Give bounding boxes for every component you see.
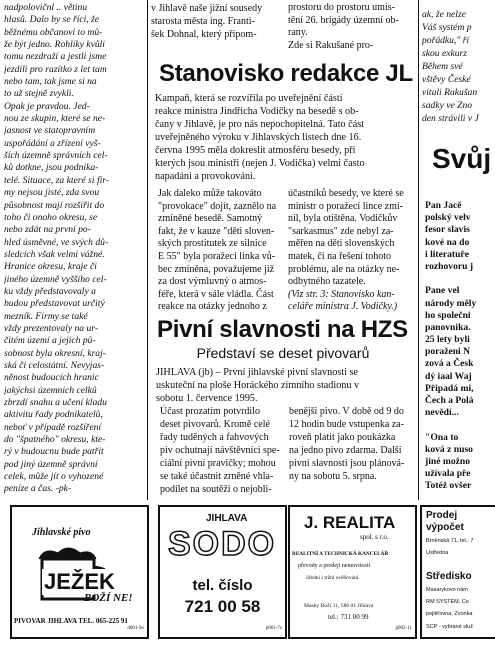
text-line: se také účastnit zrněné vhla- <box>160 471 274 482</box>
text-line: problému, ale na otázky ne- <box>288 263 400 275</box>
text-line: Hranice okresu, kraje či <box>4 261 97 273</box>
text-line: kové na do <box>425 236 470 248</box>
text-line: tomu nezdraží a jestli jsme <box>4 51 107 63</box>
text-line: řady tuděných a fahvových <box>160 432 269 443</box>
text-line: ak, že nelze <box>422 9 466 20</box>
ad-prodej-text <box>426 510 473 633</box>
text-line: 12 hodin bude vstupenka za- <box>289 419 404 430</box>
text-line: pořádku," ří <box>422 35 470 46</box>
text-line: hlasů. Dalo by se říci, že <box>4 14 100 26</box>
ad-text-line: pojišťovna, Zvonka <box>426 611 473 618</box>
right-column-heading: Svůj <box>432 143 492 174</box>
stanovisko-lead <box>155 92 417 184</box>
text-line: Pane vel <box>425 285 460 297</box>
ad-realita-line2: převody a prodeji nemovitostí <box>298 563 371 569</box>
text-line: benějši pivo. V době od 9 do <box>289 406 404 417</box>
text-line: nebo zdát na první po- <box>4 224 91 236</box>
left-column-article <box>4 2 146 502</box>
text-line: za dost výmluvný o atmos- <box>158 276 267 288</box>
stanovisko-right-col <box>288 188 416 316</box>
text-line: zbrzdí snahu a učení kladu <box>4 397 107 408</box>
text-line: fesor slavis <box>425 224 470 236</box>
text-line: ších územně správních cel- <box>4 150 108 162</box>
ad-sodo[interactable] <box>158 505 287 639</box>
text-line <box>425 419 495 431</box>
text-line <box>425 273 495 285</box>
text-line: "Ona to <box>425 431 459 443</box>
text-line: sadky ve Zno <box>422 100 473 111</box>
text-line: pivní slavnosti jsou plánová- <box>289 458 405 469</box>
text-line: i literatuře <box>425 248 469 260</box>
text-line: Účast prozatím potvrdilo <box>160 406 260 417</box>
text-line: v Jihlavě naše jižní sousedy <box>151 3 263 14</box>
text-line: užívala pře <box>425 468 471 480</box>
text-line: (Viz str. 3: Stanovisko kan- <box>288 288 395 300</box>
text-line: telé. Situace, za které si fir- <box>4 174 110 186</box>
ad-sodo-code: p001-7s <box>265 626 282 631</box>
ad-realita-phone: tel.: 731 00 99 <box>328 613 369 621</box>
text-line: Čech a Polá <box>425 395 474 406</box>
text-line: kterých jsou ministři (nejen J. Vodička) velmi často <box>155 158 365 169</box>
text-line: vitali Rakušan <box>422 87 478 98</box>
text-line: rozhovoru j <box>425 260 474 272</box>
text-line: "sarkasmus" zde nebyl za- <box>288 225 394 237</box>
text-line: sobotu 1. července 1995. <box>156 393 258 404</box>
text-line: na jedno pivo zdarma. Další <box>289 445 402 456</box>
stanovisko-left-col <box>158 188 285 316</box>
text-line: ku vždy představovaly a <box>4 285 96 297</box>
text-line: Připadá mi, <box>425 382 474 394</box>
text-line: jiného územně vyššího cel- <box>4 273 107 285</box>
ad-sodo-phone: 721 00 58 <box>184 597 261 616</box>
ad-text-line: SCP - vybrané služ <box>426 623 473 630</box>
text-line: ny na sobotu 5. srpna. <box>289 471 377 482</box>
text-line: skou exkurz <box>422 48 468 59</box>
text-line: ciální pivní pravičky; mohou <box>160 458 276 469</box>
text-line: reakce ministra Jindřicha Vodičky na besedě s ob- <box>155 106 359 117</box>
stanovisko-title: Stanovisko redakce JL <box>159 60 413 87</box>
text-line: Pan Jacě <box>425 200 462 211</box>
text-line: účastníků besedy, ve které se <box>288 188 404 199</box>
ad-realita-brand: J. REALITA <box>304 513 396 532</box>
top-middle-right <box>288 2 416 54</box>
text-line: Totéž ovšer <box>425 480 472 492</box>
text-line: peníze a čas. -pk- <box>4 483 72 495</box>
text-line: nevědí... <box>425 407 459 419</box>
text-line: nebo tam, tak jsme si na <box>4 76 97 88</box>
text-line: odbytného tazatele. <box>288 276 366 288</box>
ad-jezek-footer: PIVOVAR JIHLAVA TEL. 065-225 91 <box>14 617 128 625</box>
text-line: ministr o poražecí lince zmí- <box>288 200 403 212</box>
text-line: den strávili v J <box>422 113 479 124</box>
text-line: vždy prezentovaly na ur- <box>4 322 99 334</box>
text-line: rý v budoucnu bude patřit <box>4 446 104 458</box>
text-line: polský velv <box>425 212 471 224</box>
pivni-title: Pivní slavnosti na HZS <box>157 316 408 343</box>
text-line: 25 lety byli <box>425 334 470 346</box>
text-line: napadáni a provokováni. <box>155 171 256 182</box>
text-line: "provokace" dojít, zaznělo na <box>158 200 277 212</box>
text-line: ských prostitutek ze silnice <box>158 238 267 250</box>
right-column-body <box>425 200 495 500</box>
text-line: dý iaal Waj <box>425 370 472 382</box>
text-line: mezník. Firmy se také <box>4 310 88 322</box>
ad-sodo-brand: SODO <box>168 525 277 563</box>
text-line: JIHLAVA (jb) – První jihlavské pivní slavnosti se <box>156 367 358 378</box>
pivni-left-col <box>160 405 285 500</box>
text-line: jasnost ve statopravním <box>4 125 96 137</box>
text-line: Kampaň, která se rozvířila po uveřejnění části <box>155 93 343 104</box>
ad-realita-sub: spol. s r.o. <box>360 533 389 541</box>
text-line: uspořádání a zřízení vyš- <box>4 137 101 149</box>
text-line: rany. <box>288 27 308 38</box>
ad-prodej[interactable] <box>420 505 495 639</box>
text-line: června 1995 měla dokreslit atmosféru besedy, při <box>155 145 356 156</box>
ad-jezek[interactable] <box>10 505 149 639</box>
right-top-text <box>422 8 495 133</box>
text-line: čany v Jihlavě, je pro nás nepochopitelná. Tato část <box>155 119 365 130</box>
ad-jezek-brand: JEŽEK <box>44 569 115 594</box>
text-line: běžnému občanovi to mů- <box>4 26 103 38</box>
ad-text-line: Středisko <box>426 571 472 583</box>
text-line: celáře ministra J. Vodičky.) <box>288 301 398 313</box>
ad-realita-code: p002-11 <box>395 626 412 631</box>
ad-text-line: RM SYSTÉM, Ce <box>426 599 469 606</box>
text-line: celek, může jít o vyhozené <box>4 471 104 483</box>
text-line: něnost budoucích hranic <box>4 372 99 384</box>
text-line: budou představovat určitý <box>4 298 105 310</box>
text-line: nil, byla otištěna. Vodičkův <box>288 213 398 225</box>
text-line: piv ochutnají návštěvníci spe- <box>160 445 280 456</box>
text-line: sobnost byla okresní, kraj- <box>4 347 106 359</box>
text-line: E 55" byla poražeci linka vů- <box>158 250 276 262</box>
text-line: Zde si Rakušané pro- <box>288 39 374 51</box>
text-line: měřen na děti slovenských <box>288 238 395 250</box>
text-line: podílet na soutěži o nejobli- <box>160 484 272 495</box>
text-line: do "špatného" okresu, kte- <box>4 434 106 446</box>
ad-text-line: výpočet <box>426 522 464 534</box>
text-line: uskuteční na ploše Horáckého zimního stadionu v <box>156 380 360 391</box>
pivni-subtitle: Představí se deset pivovarů <box>196 345 370 361</box>
top-middle-left <box>151 2 286 50</box>
column-rule-left <box>147 0 148 500</box>
text-line: toho či onoho okresu, se <box>4 211 98 223</box>
text-line: fakt, že v kauze "děti sloven- <box>158 225 275 237</box>
ad-text-line: Prodej <box>426 510 458 521</box>
text-line: zmíněné besedě. Samotný <box>158 213 263 225</box>
text-line: že být jedno. Rohlíky kvůli <box>4 39 105 51</box>
left-column-text <box>4 2 146 496</box>
text-line: Opak je pravdou. Jed- <box>4 100 90 112</box>
text-line: aktivitu řady podnikatelů, <box>4 409 103 421</box>
ad-realita-line3: úřední i tržní ocěňování <box>306 575 359 581</box>
column-rule-right <box>418 0 419 500</box>
ad-realita-line1: REALITNÍ A TECHNICKÁ KANCELÁŘ <box>292 551 389 557</box>
ad-text-line: Masarykovo nám <box>426 586 468 593</box>
text-line: ho společni <box>425 309 471 321</box>
text-line: tění 26. brigády územní ob- <box>288 14 399 26</box>
text-line: poraženi N <box>425 346 471 358</box>
ad-text-line: Brněnská 71, tel.: 7 <box>426 537 474 544</box>
text-line: panovnika. <box>425 321 471 333</box>
text-line: Váš systém p <box>422 22 472 33</box>
text-line: nou ze skupin, které se ne- <box>4 113 106 125</box>
ad-text-line <box>426 559 473 571</box>
text-line: Během své <box>422 61 463 72</box>
text-line: reakce na otázky jednoho z <box>158 301 267 313</box>
pivni-lead <box>156 366 418 408</box>
text-line: roveň platit jako poukázka <box>289 432 396 443</box>
text-line: deset pivovarů. Kromě celé <box>160 419 270 430</box>
text-line: nadpolovičnl .. větinu <box>4 2 88 13</box>
text-line: bec zmíněna, považujeme již <box>158 263 275 275</box>
ad-jezek-slogan: BOŽÍ NE! <box>84 592 133 604</box>
text-line: to už stejně zvykli. <box>4 88 74 100</box>
ad-realita[interactable] <box>288 505 417 639</box>
ad-realita-address: Masky Boží 11, 586 01 Jihlava <box>304 603 374 609</box>
text-line: féře, která v sále vládla. Část <box>158 288 274 300</box>
text-line: Jak daleko může takováto <box>158 188 262 199</box>
text-line: vštěvy České <box>422 74 471 85</box>
ad-sodo-phone-label: tel. číslo <box>192 577 253 594</box>
text-line: matek, či na řešení tohoto <box>288 250 392 262</box>
text-line: uveřejněného výroku v Jihlavských listech dne 16. <box>155 132 362 143</box>
ad-text-line: Ustředna <box>426 549 449 556</box>
text-line: šek Dohnal, který připom- <box>151 29 257 40</box>
text-line: ků dotkne, jsou podnika- <box>4 162 99 174</box>
text-line: hled úsměvné, ve svých dů- <box>4 236 109 248</box>
text-line: starosta města ing. Franti- <box>151 16 255 27</box>
text-line: působnost mají rozšířit do <box>4 199 105 211</box>
ad-sodo-small: JIHLAVA <box>206 513 248 524</box>
text-line: my nejsou jisté, zda svou <box>4 187 100 199</box>
text-line: jezdili pro razítko z let tam <box>4 63 107 75</box>
ad-jezek-code: d001-9o <box>127 626 144 631</box>
text-line: jakýchsi územních celků <box>4 384 97 396</box>
text-line: neboť v případě rozšíření <box>4 421 102 433</box>
text-line: ská či celostátní. Nevyjas- <box>4 359 105 371</box>
text-line: prostoru do prostoru umís- <box>288 2 395 13</box>
text-line: ková z nuso <box>425 443 473 455</box>
text-line: jiné možno <box>425 455 471 467</box>
text-line: zová a Česk <box>425 358 474 370</box>
text-line: pod jiný územně správní <box>4 458 98 470</box>
text-line: čitém území a jejich pů- <box>4 335 96 347</box>
ad-jezek-top: Jihlavské pivo <box>32 527 91 538</box>
text-line: sledcích však velmi vážné. <box>4 248 105 260</box>
text-line: národy měly <box>425 297 477 309</box>
pivni-right-col <box>289 405 416 500</box>
